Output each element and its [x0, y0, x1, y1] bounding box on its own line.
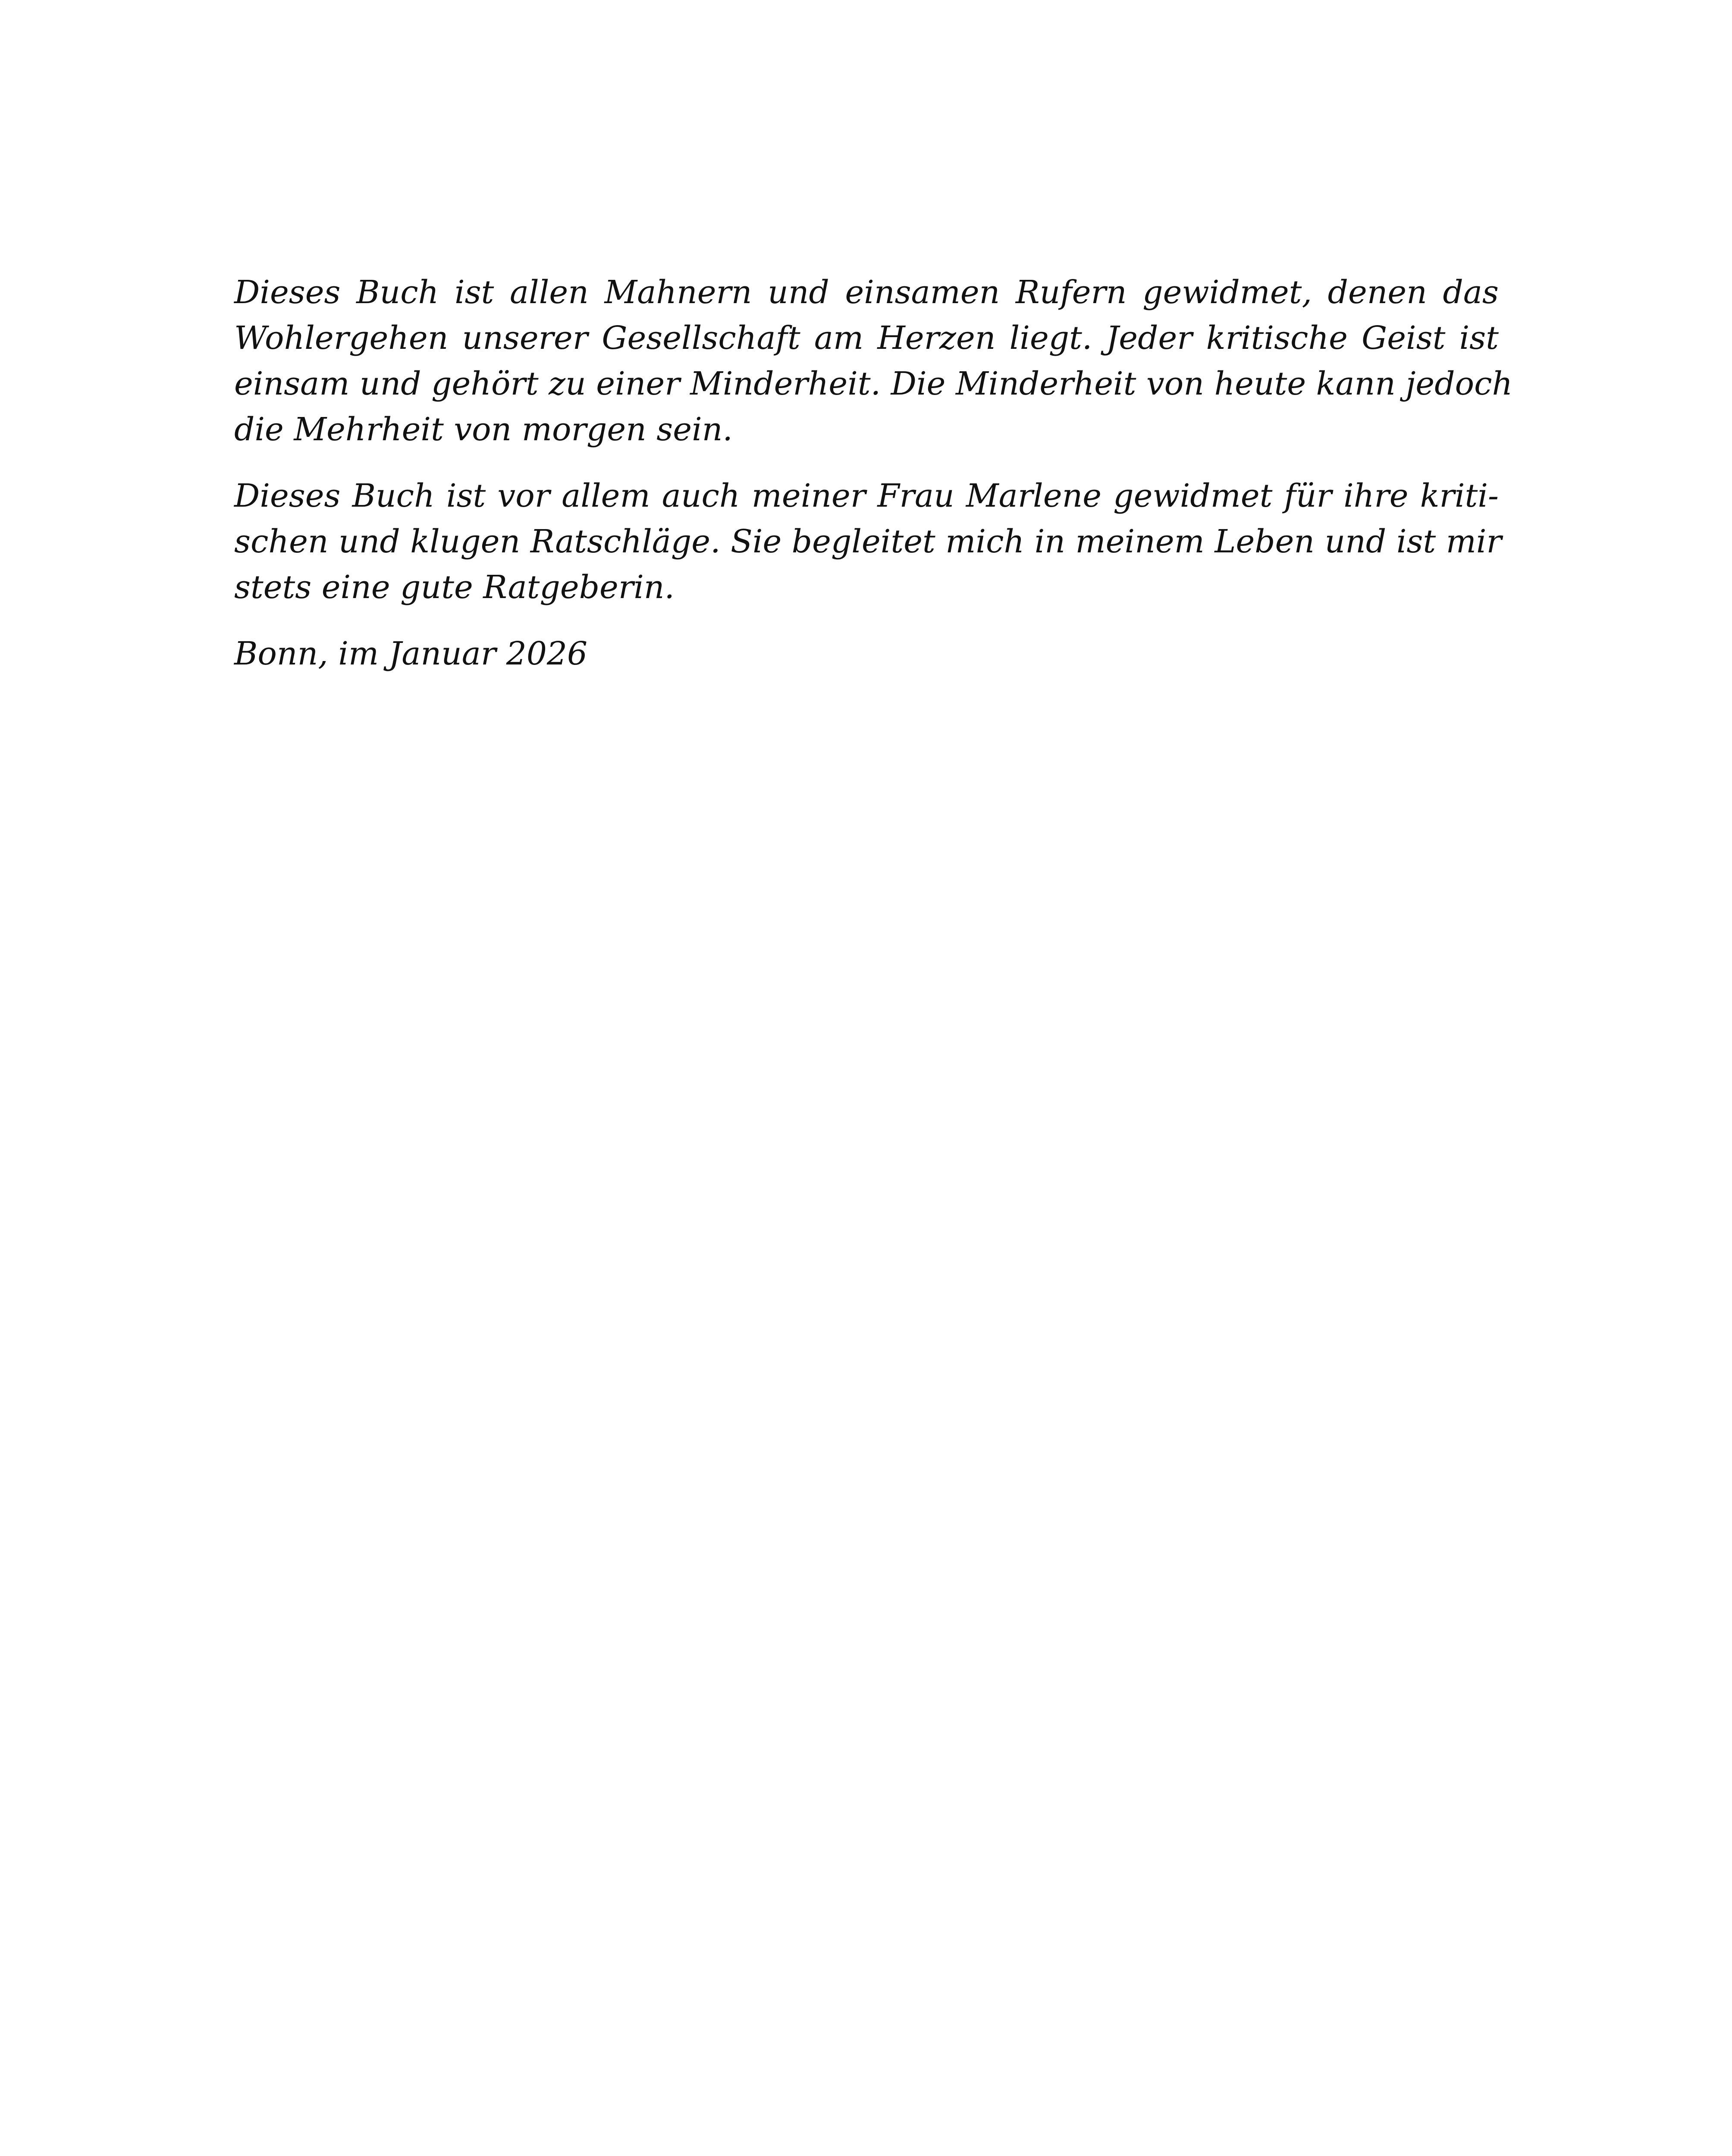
text-line: Dieses Buch ist vor allem auch meiner Frau Marlene gewidmet für ihre kriti-: [234, 477, 1499, 514]
text-line: schen und klugen Ratschläge. Sie begleitet mich in meinem Leben und ist mir: [234, 523, 1502, 560]
place-and-date: Bonn, im Januar 2026: [234, 635, 588, 672]
dedication-text: [234, 270, 1513, 697]
text-line: einsam und gehört zu einer Minderheit. Die Minderheit von heute kann jedoch: [234, 365, 1513, 402]
dedication-paragraph-1: [234, 270, 1513, 452]
text-line: die Mehrheit von morgen sein.: [234, 411, 733, 448]
text-line: stets eine gute Ratgeberin.: [234, 569, 675, 606]
text-line: Dieses Buch ist allen Mahnern und einsamen Rufern gewidmet, denen das: [234, 274, 1499, 311]
text-line: Wohlergehen unserer Gesellschaft am Herzen liegt. Jeder kritische Geist ist: [234, 320, 1499, 357]
dedication-paragraph-2: [234, 473, 1502, 610]
